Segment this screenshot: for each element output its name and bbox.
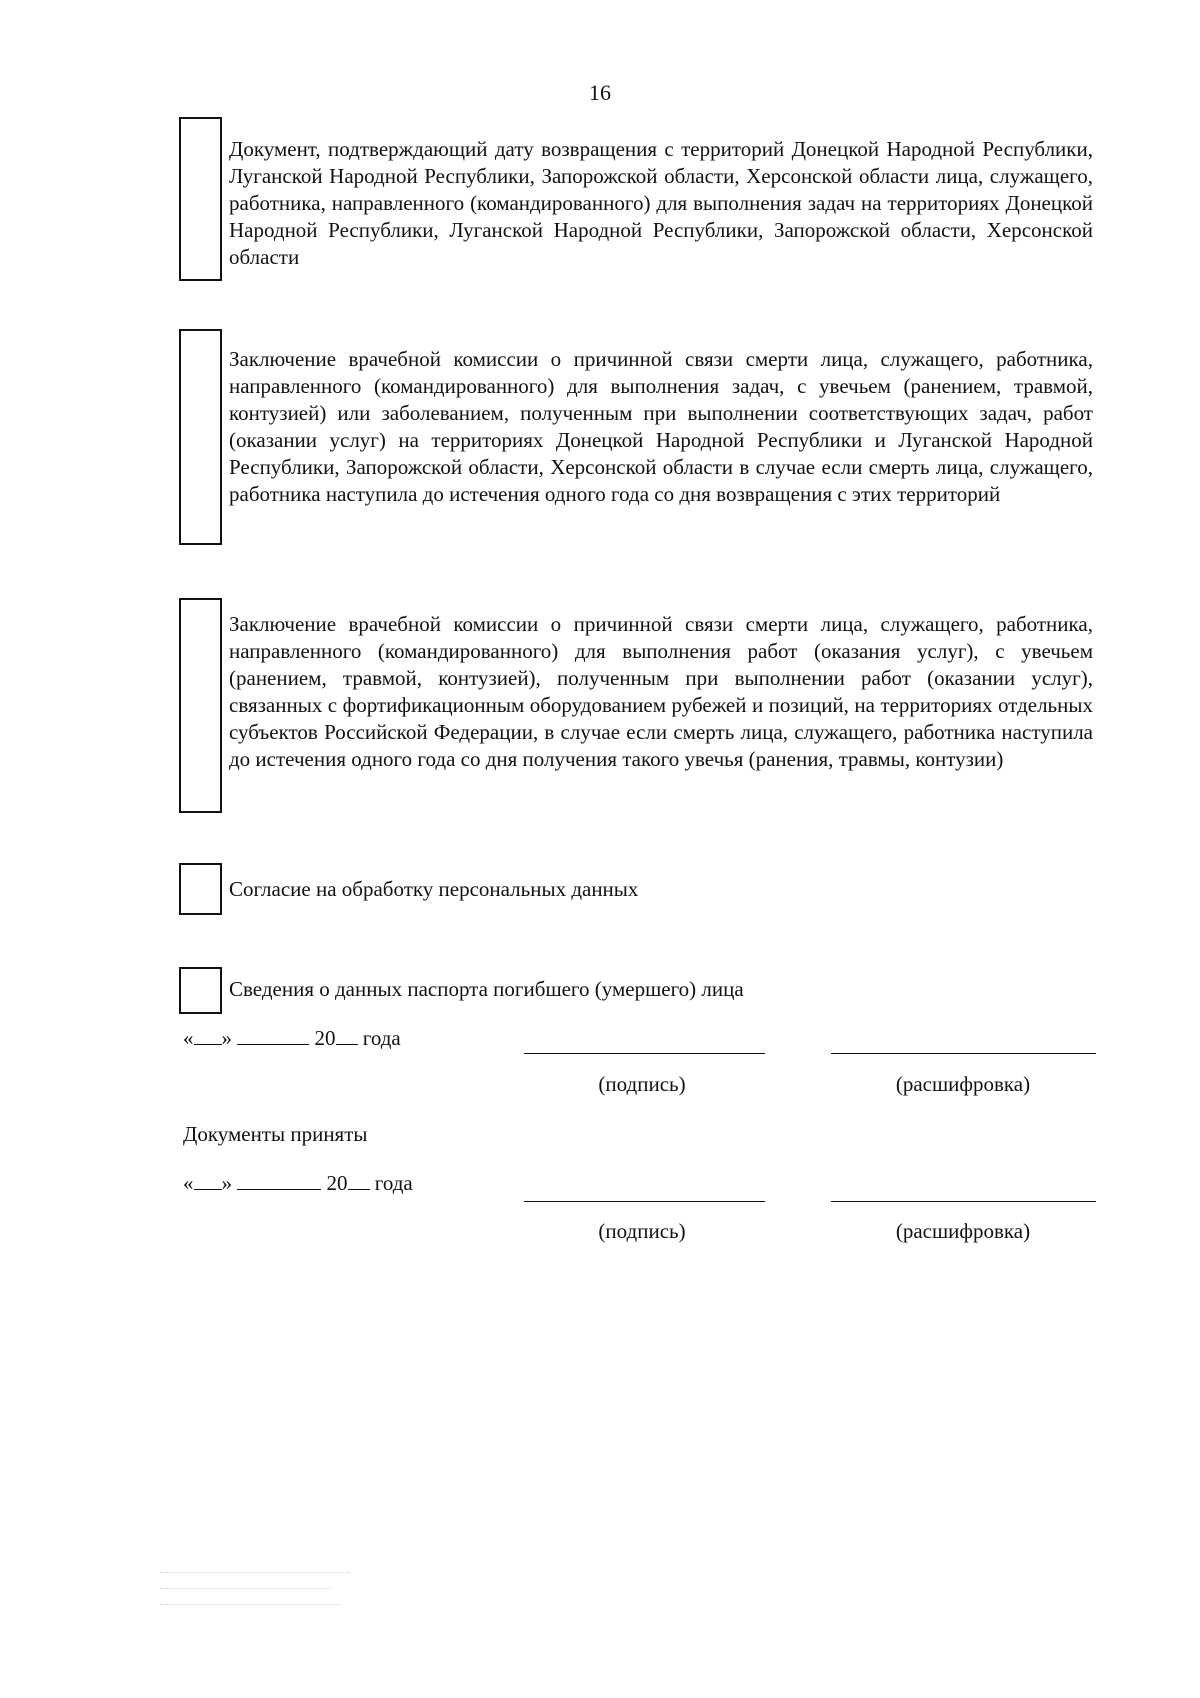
date-line-1 <box>183 1025 401 1052</box>
item-personal-data-consent: Согласие на обработку персональных данных <box>229 877 639 901</box>
signature-line-2[interactable] <box>524 1201 765 1202</box>
signature-caption-1: (подпись) <box>598 1072 686 1096</box>
date-month-blank-2[interactable] <box>237 1171 321 1190</box>
checkbox-personal-data-consent[interactable] <box>179 863 222 915</box>
signature-line-1[interactable] <box>524 1053 765 1054</box>
date-quote-close: » <box>221 1026 232 1050</box>
date-year-suffix-2: года <box>374 1171 413 1195</box>
date-year-prefix: 20 <box>314 1026 336 1050</box>
decoding-line-1[interactable] <box>831 1053 1096 1054</box>
date-year-blank-2[interactable] <box>348 1171 370 1190</box>
date-year-suffix: года <box>362 1026 401 1050</box>
checkbox-return-date-document[interactable] <box>179 117 222 281</box>
item-medical-commission-conclusion-fortification: Заключение врачебной комиссии о причинной связи смерти лица, служащего, работника, направленного (командированного) для выполнения работ (оказания услуг), с увечьем (ранением, травмой, контузией), полученным при выполнении работ (оказании услуг), связанных с фортификационным оборудованием рубежей и позиций, на территориях отдельных субъектов Российской Федерации, в случае если смерть лица, служащего, работника наступила до истечения одного года со дня получения такого увечья (ранения, травмы, контузии) <box>229 612 1093 771</box>
date-quote-open: « <box>183 1026 194 1050</box>
date-year-prefix-2: 20 <box>326 1171 348 1195</box>
date-month-blank[interactable] <box>237 1026 309 1045</box>
date-day-blank[interactable] <box>194 1026 222 1045</box>
checkbox-passport-data[interactable] <box>179 967 222 1014</box>
item-medical-commission-conclusion-tasks: Заключение врачебной комиссии о причинной связи смерти лица, служащего, работника, направленного (командированного) для выполнения задач, с увечьем (ранением, травмой, контузией) или заболеванием, полученным при выполнении соответствующих задач, работ (оказании услуг) на территориях Донецкой Народной Республики и Луганской Народной Республики, Запорожской области, Херсонской области в случае если смерть лица, служащего, работника наступила до истечения одного года со дня возвращения с этих территорий <box>229 347 1093 506</box>
decoding-line-2[interactable] <box>831 1201 1096 1202</box>
documents-accepted-label: Документы приняты <box>183 1122 368 1146</box>
checkbox-medical-commission-conclusion-tasks[interactable] <box>179 329 222 545</box>
signature-caption-2: (подпись) <box>598 1219 686 1243</box>
decoding-caption-2: (расшифровка) <box>895 1219 1031 1243</box>
checkbox-medical-commission-conclusion-fortification[interactable] <box>179 598 222 813</box>
item-return-date-document: Документ, подтверждающий дату возвращения с территорий Донецкой Народной Республики, Луганской Народной Республики, Запорожской области, Херсонской области лица, служащего, работника, направленного (командированного) для выполнения задач на территориях Донецкой Народной Республики, Луганской Народной Республики, Запорожской области, Херсонской области <box>229 137 1093 269</box>
date-quote-close-2: » <box>221 1171 232 1195</box>
decoding-caption-1: (расшифровка) <box>895 1072 1031 1096</box>
date-quote-open-2: « <box>183 1171 194 1195</box>
page-number: 16 <box>589 80 611 105</box>
faint-stamp <box>160 1566 360 1612</box>
date-year-blank[interactable] <box>336 1026 358 1045</box>
date-day-blank-2[interactable] <box>194 1171 222 1190</box>
item-passport-data: Сведения о данных паспорта погибшего (умершего) лица <box>229 977 744 1001</box>
date-line-2 <box>183 1170 413 1197</box>
